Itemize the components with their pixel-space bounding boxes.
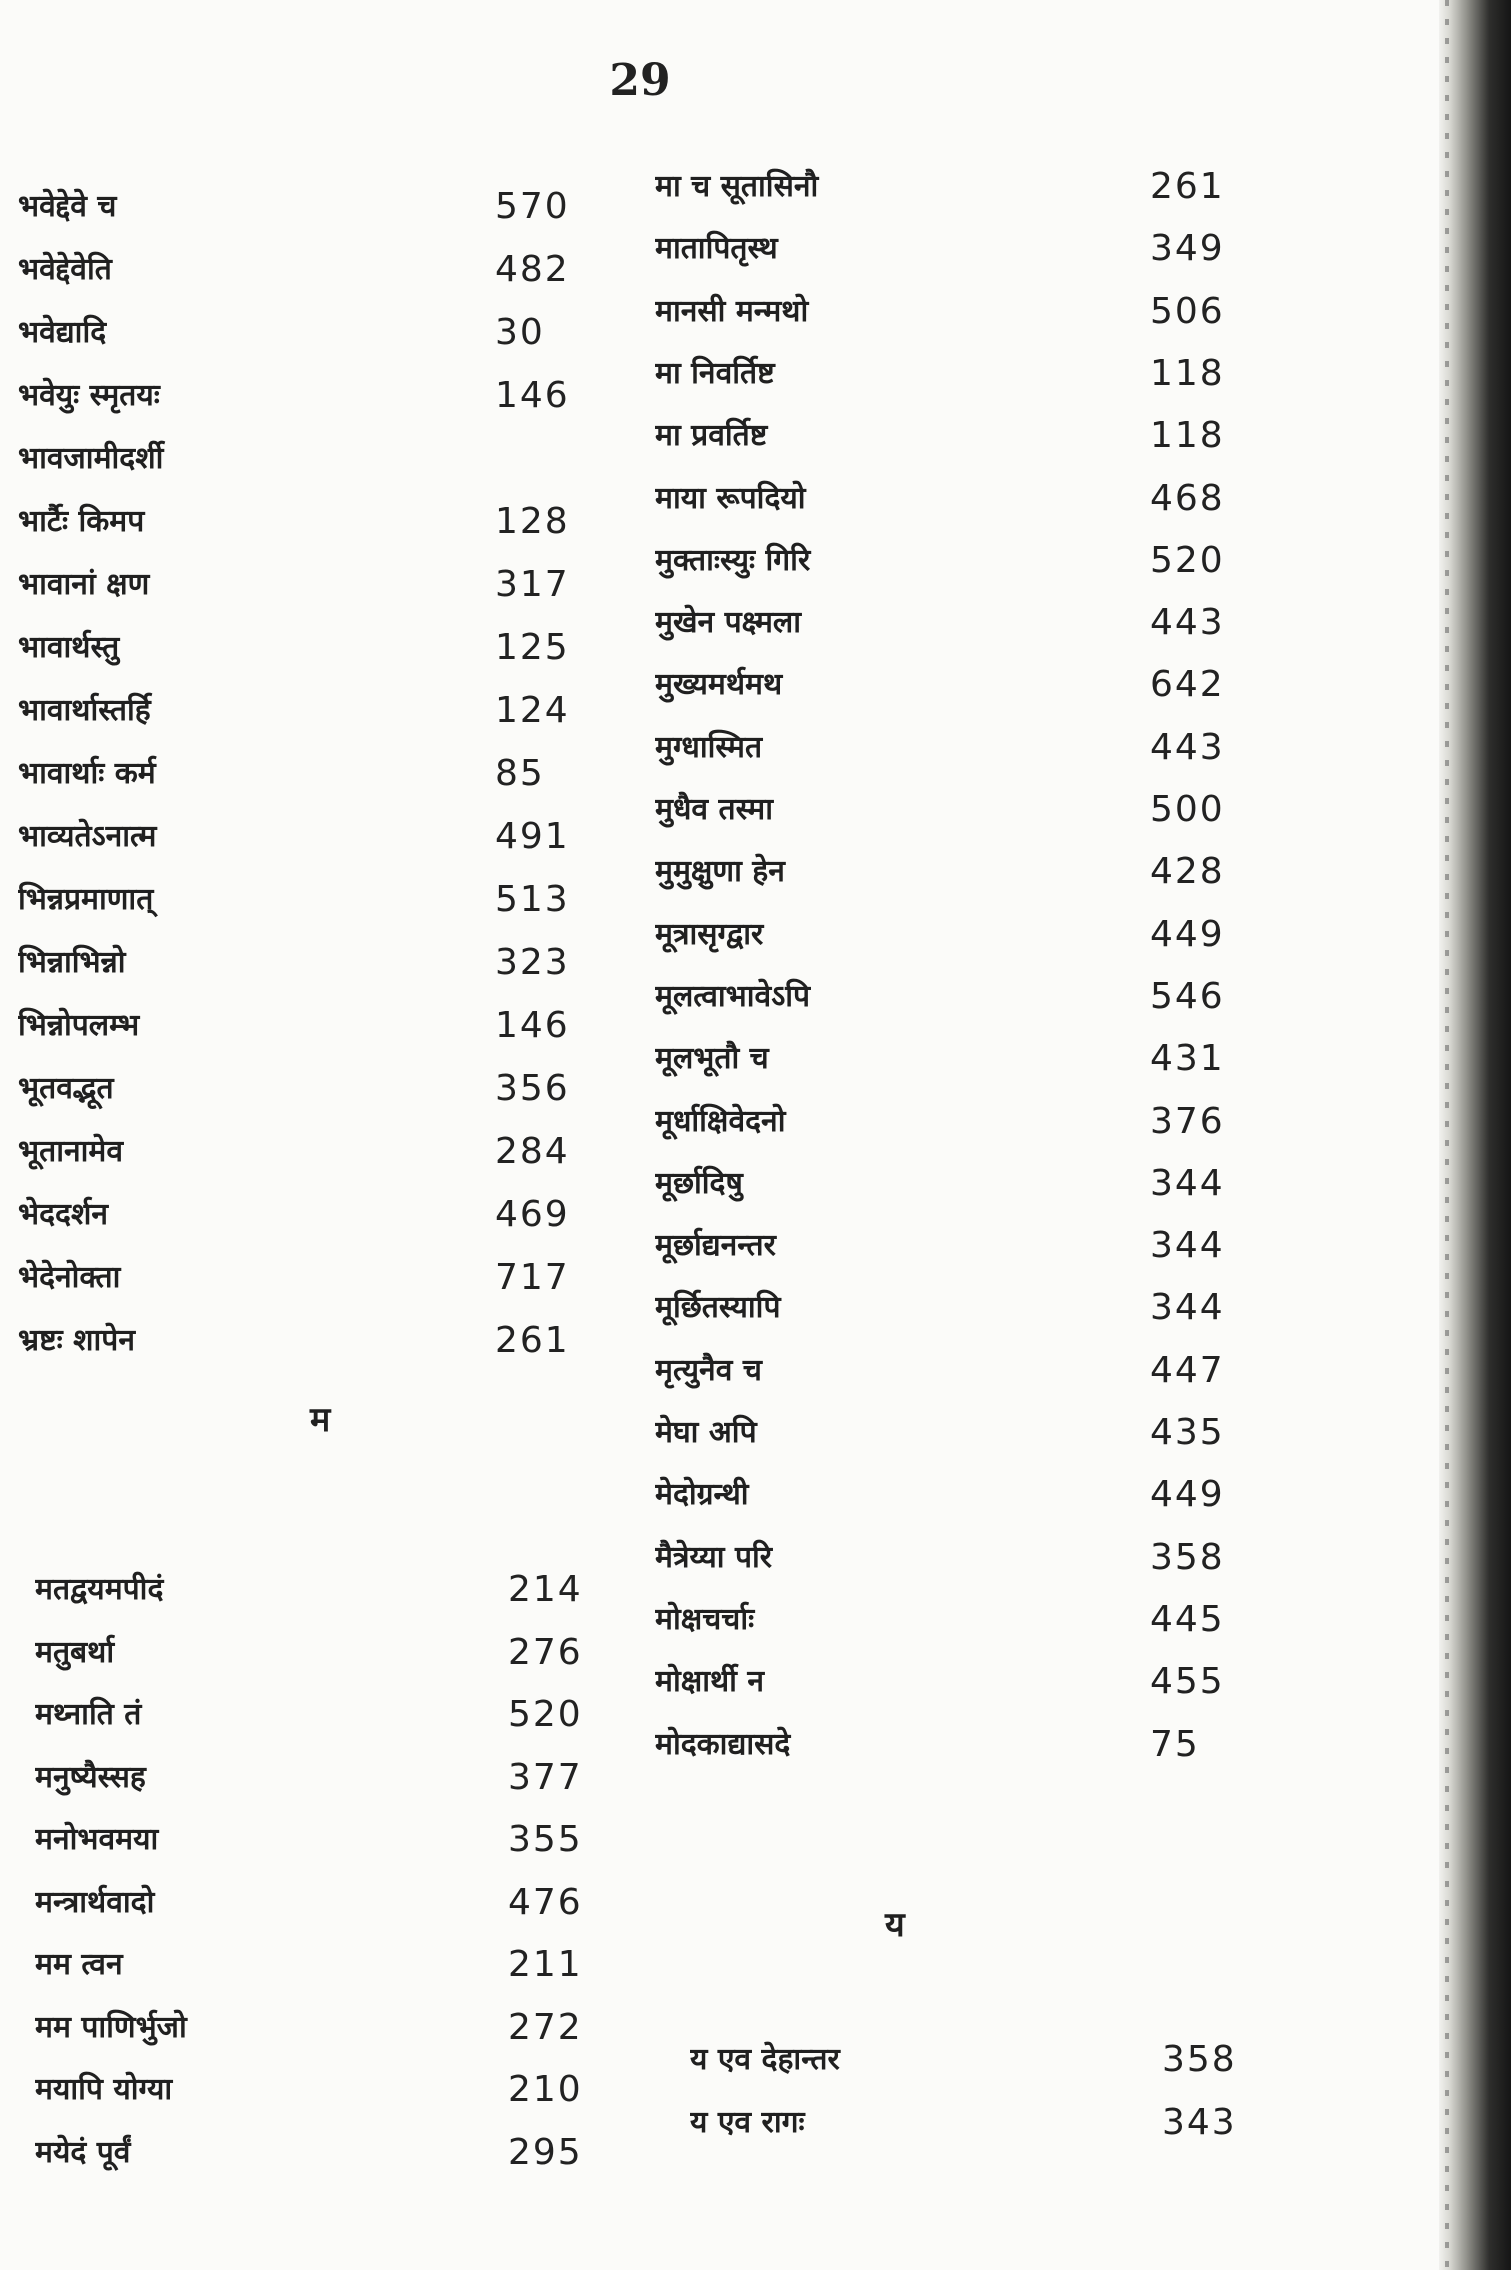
index-page-ref: 570 xyxy=(495,186,570,227)
index-page-ref: 344 xyxy=(1150,1162,1225,1204)
index-page-ref: 125 xyxy=(495,627,570,668)
index-term: भिन्नोपलम्भ xyxy=(18,1008,140,1043)
index-page-ref: 520 xyxy=(1150,539,1225,581)
index-term: मयापि योग्या xyxy=(35,2072,173,2107)
index-page-ref: 476 xyxy=(508,1881,583,1923)
index-term: मूलभूतौ च xyxy=(655,1041,769,1077)
index-page-ref: 500 xyxy=(1150,789,1225,830)
index-term: मुमुक्षुणा हेन xyxy=(655,854,785,890)
index-page-ref: 513 xyxy=(495,879,570,920)
index-page-ref: 146 xyxy=(495,375,570,416)
index-term: मृत्युनैव च xyxy=(655,1352,762,1388)
index-page-ref: 482 xyxy=(495,249,570,290)
index-term: भावानां क्षण xyxy=(18,567,150,602)
index-term: भावार्थाः कर्म xyxy=(18,756,156,791)
index-page-ref: 343 xyxy=(1162,2101,1237,2143)
index-term: मूत्रासृग्द्वार xyxy=(655,916,764,952)
scanned-page-edge xyxy=(1439,0,1511,2270)
index-term: भेददर्शन xyxy=(18,1197,108,1232)
index-page-ref: 506 xyxy=(1150,290,1225,332)
index-term: भवेयुः स्मृतयः xyxy=(18,378,160,413)
index-page-ref: 455 xyxy=(1150,1661,1225,1703)
index-term: मथ्नाति तं xyxy=(35,1697,142,1732)
index-page-ref: 435 xyxy=(1150,1412,1225,1453)
index-term: मूर्धाक्षिवेदनो xyxy=(655,1103,786,1139)
index-term: मुधैव तस्मा xyxy=(655,792,773,827)
index-term: भिन्नाभिन्नो xyxy=(18,945,126,980)
index-term: भवेद्देवे च xyxy=(18,189,117,224)
index-term: मा च सूतासिनौ xyxy=(655,169,819,204)
index-page-ref: 356 xyxy=(495,1068,570,1109)
index-term: भावजामीदर्शी xyxy=(18,441,164,476)
index-page-ref: 449 xyxy=(1150,1474,1225,1516)
index-term: भूतवद्भूत xyxy=(18,1071,114,1106)
index-term: भूतानामेव xyxy=(18,1134,123,1169)
index-page-ref: 344 xyxy=(1150,1287,1225,1329)
index-page-ref: 276 xyxy=(508,1631,583,1673)
index-term: मा निवर्तिष्ट xyxy=(655,355,775,391)
index-page-ref: 428 xyxy=(1150,851,1225,893)
index-page-ref: 211 xyxy=(508,1944,583,1985)
index-page-ref: 118 xyxy=(1150,415,1225,457)
index-page-ref: 272 xyxy=(508,2006,583,2048)
index-page-ref: 717 xyxy=(495,1257,570,1298)
index-term: य एव रागः xyxy=(690,2104,805,2140)
index-page-ref: 323 xyxy=(495,942,570,983)
index-page-ref: 146 xyxy=(495,1005,570,1046)
index-term: मुखेन पक्ष्मला xyxy=(655,605,802,641)
index-page-ref: 118 xyxy=(1150,352,1225,394)
index-page-ref: 85 xyxy=(495,753,545,794)
page-number: 29 xyxy=(609,55,671,106)
index-term: मूर्छाद्यनन्तर xyxy=(655,1228,776,1264)
index-page-ref: 642 xyxy=(1150,664,1225,706)
index-page-ref: 445 xyxy=(1150,1598,1225,1640)
index-term: भवेद्देवेति xyxy=(18,252,112,287)
index-page-ref xyxy=(495,434,615,484)
index-page-ref: 469 xyxy=(495,1194,570,1235)
index-term: मेदोग्रन्थी xyxy=(655,1477,749,1513)
index-term: मूर्छितस्यापि xyxy=(655,1290,781,1326)
index-term: मेघा अपि xyxy=(655,1415,757,1450)
section-heading-ma: म xyxy=(310,1400,331,1440)
index-page-ref: 443 xyxy=(1150,602,1225,644)
index-page-ref: 344 xyxy=(1150,1225,1225,1267)
index-term: मन्त्रार्थवादो xyxy=(35,1884,155,1920)
index-term: मूर्छादिषु xyxy=(655,1165,743,1201)
index-term: भाव्यतेऽनात्म xyxy=(18,819,157,854)
index-page-ref: 358 xyxy=(1150,1536,1225,1578)
index-term: मातापितृस्थ xyxy=(655,231,778,267)
index-page-ref: 30 xyxy=(495,312,545,353)
index-page-ref: 520 xyxy=(508,1694,583,1735)
index-term: मोदकाद्यासदे xyxy=(655,1726,791,1762)
index-page-ref: 214 xyxy=(508,1569,583,1610)
index-term: मुक्ताःस्युः गिरि xyxy=(655,542,811,578)
index-page-ref: 261 xyxy=(1150,166,1225,207)
index-term: मनुष्यैस्सह xyxy=(35,1759,146,1795)
index-page-ref: 358 xyxy=(1162,2039,1237,2080)
index-term: मयेदं पूर्वं xyxy=(35,2134,131,2170)
index-term: भेदेनोक्ता xyxy=(18,1260,121,1295)
index-term: मैत्रेय्या परि xyxy=(655,1539,773,1575)
index-term: मम त्वन xyxy=(35,1947,123,1982)
index-page-ref: 377 xyxy=(508,1756,583,1798)
index-page-ref: 124 xyxy=(495,690,570,731)
index-page-ref: 468 xyxy=(1150,477,1225,519)
index-page-ref: 349 xyxy=(1150,228,1225,270)
index-page-ref: 284 xyxy=(495,1131,570,1172)
index-page-ref: 75 xyxy=(1150,1723,1200,1765)
index-page-ref: 317 xyxy=(495,564,570,605)
index-page-ref: 491 xyxy=(495,816,570,857)
index-term: भ्रष्टः शापेन xyxy=(18,1323,135,1358)
index-page-ref: 449 xyxy=(1150,913,1225,955)
index-term: भावार्थास्तर्हि xyxy=(18,693,151,728)
index-term: मानसी मन्मथो xyxy=(655,293,809,329)
index-term: मुग्धास्मित xyxy=(655,729,763,765)
index-page-ref: 295 xyxy=(508,2131,583,2173)
section-heading-ya: य xyxy=(885,1905,905,1945)
index-term: मोक्षचर्चाः xyxy=(655,1601,755,1637)
index-term: भावार्थस्तु xyxy=(18,630,120,665)
index-page-ref: 431 xyxy=(1150,1038,1225,1080)
index-term: मोक्षार्थी न xyxy=(655,1664,765,1700)
index-page-ref: 355 xyxy=(508,1819,583,1860)
index-term: भवेद्यादि xyxy=(18,315,107,350)
index-term: भिन्नप्रमाणात् xyxy=(18,882,154,917)
index-page-ref: 443 xyxy=(1150,726,1225,768)
index-term: य एव देहान्तर xyxy=(690,2042,840,2077)
index-term: मूलत्वाभावेऽपि xyxy=(655,978,811,1014)
index-term: मुख्यमर्थमथ xyxy=(655,667,783,703)
index-term: मतद्वयमपीदं xyxy=(35,1572,164,1607)
index-page-ref: 447 xyxy=(1150,1349,1225,1391)
index-term: माया रूपदियो xyxy=(655,480,806,516)
index-page-ref: 261 xyxy=(495,1320,570,1361)
index-page-ref: 546 xyxy=(1150,975,1225,1017)
index-page-ref: 128 xyxy=(495,501,570,542)
index-term: मनोभवमया xyxy=(35,1822,159,1857)
index-term: मतुबर्था xyxy=(35,1634,115,1670)
index-term: मम पाणिर्भुजो xyxy=(35,2009,187,2045)
index-page-ref: 376 xyxy=(1150,1100,1225,1142)
index-term: भार्टैः किमप xyxy=(18,504,145,539)
index-page-ref: 210 xyxy=(508,2069,583,2110)
index-term: मा प्रवर्तिष्ट xyxy=(655,418,768,454)
